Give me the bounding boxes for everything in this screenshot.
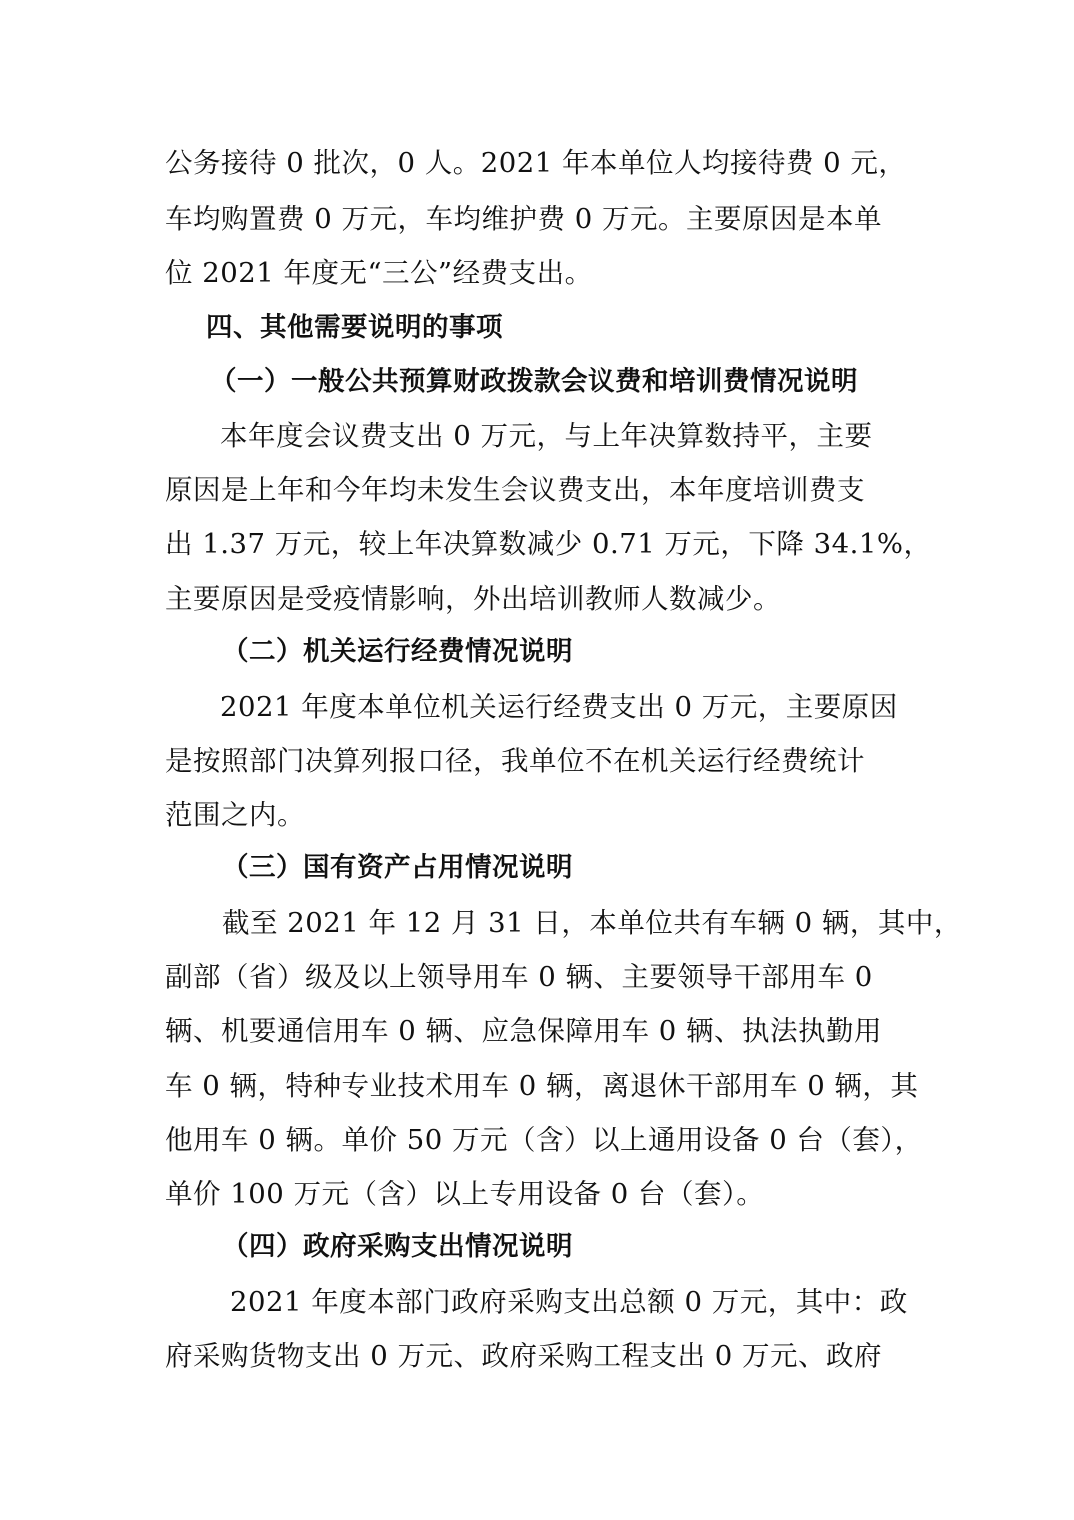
section-heading: 四、其他需要说明的事项 — [206, 312, 503, 343]
body-text-line: 本年度会议费支出 0 万元，与上年决算数持平，主要 — [220, 420, 873, 452]
body-text-line: 车 0 辆，特种专业技术用车 0 辆，离退休干部用车 0 辆，其 — [165, 1070, 919, 1102]
subsection-heading: （一）一般公共预算财政拨款会议费和培训费情况说明 — [210, 366, 858, 397]
body-text-line: 位 2021 年度无“三公”经费支出。 — [165, 257, 593, 289]
body-text-line: 是按照部门决算列报口径，我单位不在机关运行经费统计 — [165, 745, 865, 777]
body-text-line: 他用车 0 辆。单价 50 万元（含）以上通用设备 0 台（套）， — [165, 1124, 923, 1156]
body-text-line: 范围之内。 — [165, 799, 305, 831]
subsection-heading: （二）机关运行经费情况说明 — [222, 636, 573, 667]
body-text-line: 截至 2021 年 12 月 31 日，本单位共有车辆 0 辆，其中， — [222, 907, 962, 939]
body-text-line: 原因是上年和今年均未发生会议费支出，本年度培训费支 — [165, 474, 865, 506]
body-text-line: 2021 年度本部门政府采购支出总额 0 万元，其中：政 — [230, 1286, 908, 1318]
body-text-line: 车均购置费 0 万元，车均维护费 0 万元。主要原因是本单 — [165, 203, 882, 235]
body-text-line: 公务接待 0 批次，0 人。2021 年本单位人均接待费 0 元， — [165, 147, 907, 179]
subsection-heading: （三）国有资产占用情况说明 — [222, 852, 573, 883]
body-text-line: 单价 100 万元（含）以上专用设备 0 台（套）。 — [165, 1178, 765, 1210]
body-text-line: 出 1.37 万元，较上年决算数减少 0.71 万元，下降 34.1%， — [165, 528, 932, 560]
body-text-line: 府采购货物支出 0 万元、政府采购工程支出 0 万元、政府 — [165, 1340, 882, 1372]
body-text-line: 副部（省）级及以上领导用车 0 辆、主要领导干部用车 0 — [165, 961, 873, 993]
body-text-line: 2021 年度本单位机关运行经费支出 0 万元，主要原因 — [220, 691, 898, 723]
subsection-heading: （四）政府采购支出情况说明 — [222, 1231, 573, 1262]
body-text-line: 辆、机要通信用车 0 辆、应急保障用车 0 辆、执法执勤用 — [165, 1015, 882, 1047]
body-text-line: 主要原因是受疫情影响，外出培训教师人数减少。 — [165, 583, 781, 615]
